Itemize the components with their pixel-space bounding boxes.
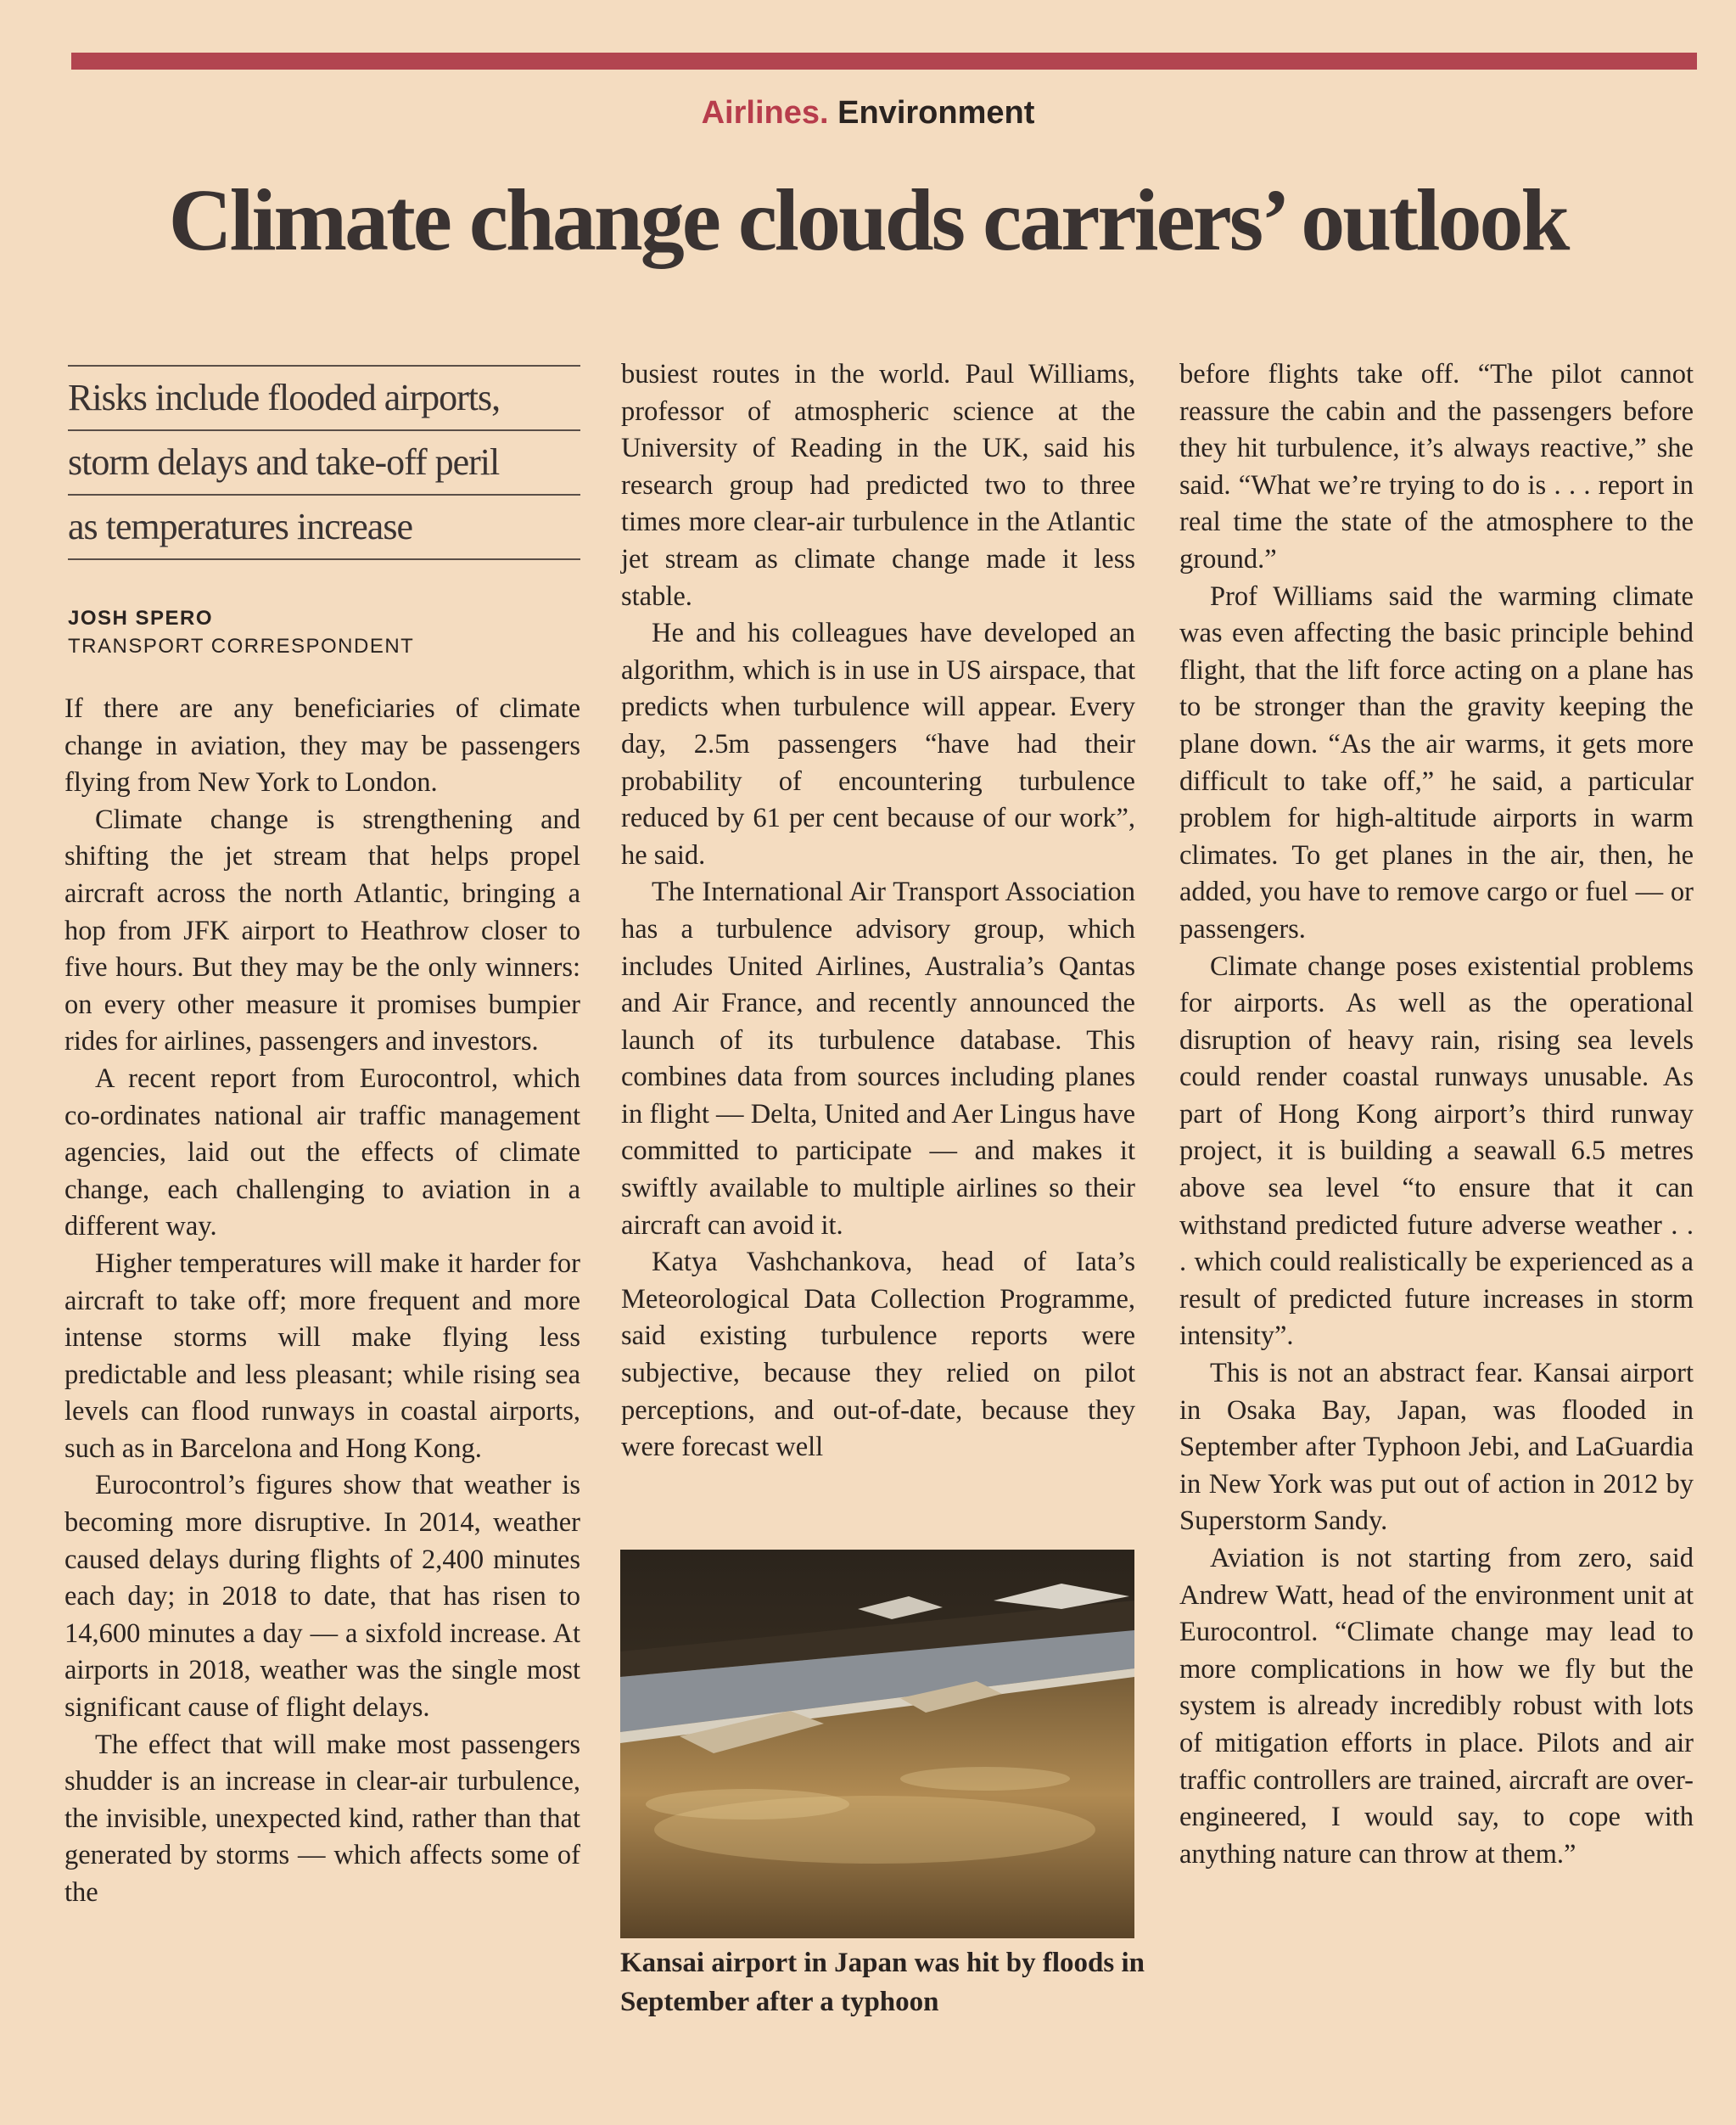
paragraph: Climate change is strengthening and shifting the jet stream that helps propel aircraft across the north Atlantic, bringing a hop from JFK airport to Heathrow closer to five hours. But they may be the only winners: on every other measure it promises bumpier rides for airlines, passengers and investors.: [64, 804, 580, 1057]
article-column-1: [64, 691, 580, 1912]
paragraph: He and his colleagues have developed an algorithm, which is in use in US airspace, that predicts when turbulence will appear. Every day, 2.5m passengers “have had their probability of encountering turbulence reduced by 61 per cent because of our work”, he said.: [621, 618, 1135, 871]
paragraph: This is not an abstract fear. Kansai airport in Osaka Bay, Japan, was flooded in September after Typhoon Jebi, and LaGuardia in New York was put out of action in 2012 by Superstorm Sandy.: [1179, 1358, 1694, 1537]
flooded-airport-image: [620, 1550, 1134, 1938]
article-column-2: [621, 356, 1135, 1466]
article-column-3: [1179, 356, 1694, 1873]
paragraph: A recent report from Eurocontrol, which co-ordinates national air traffic management agencies, laid out the effects of climate change, each challenging to aviation in a different way.: [64, 1062, 580, 1242]
byline-name[interactable]: JOSH SPERO: [68, 607, 214, 630]
paragraph: If there are any beneficiaries of climate change in aviation, they may be passengers flying from New York to London.: [64, 693, 580, 799]
top-rule: [71, 53, 1697, 70]
headline: Climate change clouds carriers’ outlook: [168, 171, 1568, 269]
paragraph: Aviation is not starting from zero, said Andrew Watt, head of the environment unit at Eurocontrol. “Climate change may lead to more complications in how we fly but the system is already incredibly robust with lots of mitigation efforts in place. Pilots and air traffic controllers are trained, aircraft are over-engineered, I would say, to cope with anything nature can throw at them.”: [1179, 1543, 1694, 1870]
standfirst-bottom-rule: [68, 558, 580, 560]
standfirst: [68, 365, 580, 560]
paragraph: Eurocontrol’s figures show that weather is becoming more disruptive. In 2014, weather caused delays during flights of 2,400 minutes each day; in 2018 to date, that has risen to 14,600 minutes a day — a sixfold increase. At airports in 2018, weather was the single most significant cause of flight delays.: [64, 1470, 580, 1724]
section-category[interactable]: Airlines.: [701, 95, 829, 131]
paragraph: Prof Williams said the warming climate was even affecting the basic principle behind flight, that the lift force acting on a plane has to be stronger than the gravity keeping the plane down. “As the air warms, it gets more difficult to take off,” he said, a particular problem for high-altitude airports in warm climates. To get planes in the air, then, he added, you have to remove cargo or fuel — or passengers.: [1179, 580, 1694, 945]
paragraph: The International Air Transport Association has a turbulence advisory group, which includes United Airlines, Australia’s Qantas and Air France, and recently announced the launch of its turbulence database. This combines data from sources including planes in flight — Delta, United and Aer Lingus have committed to participate — and makes it swiftly available to multiple airlines so their aircraft can avoid it.: [621, 877, 1135, 1241]
paragraph: busiest routes in the world. Paul Williams, professor of atmospheric science at the University of Reading in the UK, said his research group had predicted two to three times more clear-air turbulence in the Atlantic jet stream as climate change made it less stable.: [621, 359, 1135, 612]
paragraph: The effect that will make most passengers shudder is an increase in clear-air turbulence, the invisible, unexpected kind, rather than that generated by storms — which affects some of the: [64, 1729, 580, 1908]
section-subcategory[interactable]: Environment: [837, 95, 1035, 131]
paragraph: Climate change poses existential problems for airports. As well as the operational disruption of heavy rain, rising sea levels could render coastal runways unusable. As part of Hong Kong airport’s third runway project, it is building a seawall 6.5 metres above sea level “to ensure that it can withstand predicted future adverse weather . . . which could realistically be experienced as a result of predicted future increases in storm intensity”.: [1179, 950, 1694, 1352]
kansai-airport-photo[interactable]: [620, 1550, 1134, 1938]
byline: [68, 604, 414, 660]
standfirst-line: as temperatures increase: [68, 494, 580, 558]
paragraph: Katya Vashchankova, head of Iata’s Meteorological Data Collection Programme, said existing turbulence reports were subjective, because they relied on pilot perceptions, and out-of-date, because they were forecast well: [621, 1247, 1135, 1463]
section-label: [0, 95, 1736, 132]
photo-caption: Kansai airport in Japan was hit by floods in September after a typhoon: [620, 1948, 1145, 2017]
standfirst-line: storm delays and take-off peril: [68, 429, 580, 494]
paragraph: before flights take off. “The pilot cannot reassure the cabin and the passengers before they hit turbulence, it’s always reactive,” she said. “What we’re trying to do is . . . report in real time the state of the atmosphere to the ground.”: [1179, 359, 1694, 575]
byline-role: TRANSPORT CORRESPONDENT: [68, 635, 415, 658]
paragraph: Higher temperatures will make it harder for aircraft to take off; more frequent and more intense storms will make flying less predictable and less pleasant; while rising sea levels can flood runways in coastal airports, such as in Barcelona and Hong Kong.: [64, 1248, 580, 1464]
standfirst-line: Risks include flooded airports,: [68, 365, 580, 429]
